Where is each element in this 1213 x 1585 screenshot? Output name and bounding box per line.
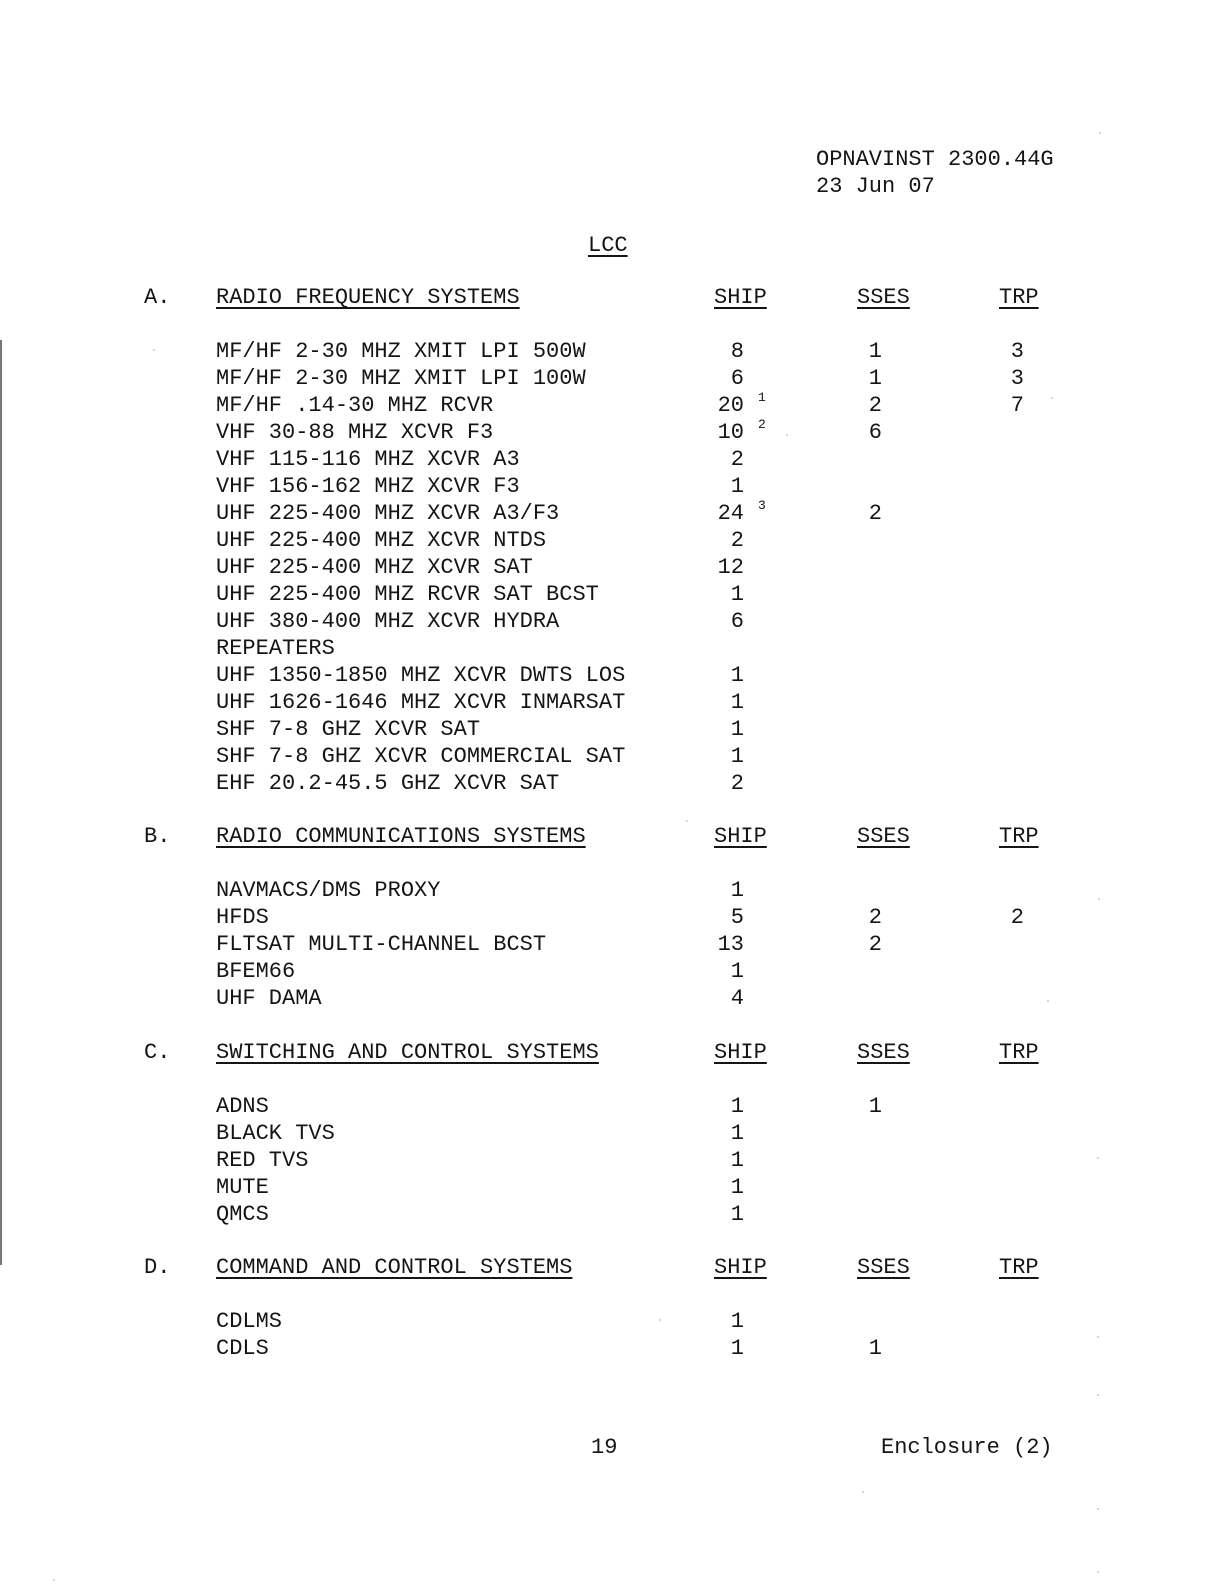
column-header-sses: SSES — [857, 824, 910, 849]
system-label: HFDS — [216, 905, 269, 930]
system-label: MUTE — [216, 1175, 269, 1200]
system-label: VHF 156-162 MHZ XCVR F3 — [216, 474, 520, 499]
column-header-trp: TRP — [999, 1040, 1039, 1065]
footnote-marker: 1 — [758, 390, 766, 405]
sses-count: 2 — [868, 932, 882, 957]
system-label: CDLS — [216, 1336, 269, 1361]
ship-count: 8 — [730, 339, 744, 364]
scan-speck — [659, 1319, 661, 1321]
ship-count: 1 — [730, 1336, 744, 1361]
scan-speck — [686, 820, 688, 822]
column-header-sses: SSES — [857, 1255, 910, 1280]
section-letter: A. — [144, 285, 171, 310]
system-label: CDLMS — [216, 1309, 283, 1334]
column-header-trp: TRP — [999, 285, 1039, 310]
scan-speck — [1097, 1394, 1099, 1396]
sses-count: 6 — [868, 420, 882, 445]
document-id: OPNAVINST 2300.44G — [816, 147, 1054, 172]
scan-speck — [1097, 1508, 1099, 1510]
system-label: UHF 1350-1850 MHZ XCVR DWTS LOS — [216, 663, 626, 688]
ship-count: 12 — [717, 555, 744, 580]
ship-count: 1 — [730, 878, 744, 903]
ship-count: 1 — [730, 717, 744, 742]
trp-count: 3 — [1010, 339, 1024, 364]
system-label: SHF 7-8 GHZ XCVR COMMERCIAL SAT — [216, 744, 626, 769]
scan-edge-line — [0, 340, 2, 1265]
ship-count: 1 — [730, 1202, 744, 1227]
ship-count: 10 — [717, 420, 744, 445]
ship-count: 1 — [730, 474, 744, 499]
system-label: UHF 225-400 MHZ XCVR A3/F3 — [216, 501, 560, 526]
ship-count: 1 — [730, 744, 744, 769]
sses-count: 2 — [868, 393, 882, 418]
column-header-trp: TRP — [999, 1255, 1039, 1280]
scan-speck — [1051, 397, 1053, 399]
section-letter: C. — [144, 1040, 171, 1065]
column-header-sses: SSES — [857, 285, 910, 310]
ship-count: 5 — [730, 905, 744, 930]
section-heading: RADIO COMMUNICATIONS SYSTEMS — [216, 824, 586, 849]
ship-count: 6 — [730, 366, 744, 391]
system-label: FLTSAT MULTI-CHANNEL BCST — [216, 932, 547, 957]
sses-count: 1 — [868, 339, 882, 364]
sses-count: 2 — [868, 501, 882, 526]
scan-speck — [53, 1579, 55, 1581]
enclosure-label: Enclosure (2) — [881, 1435, 1053, 1460]
footnote-marker: 2 — [758, 417, 766, 432]
sses-count: 1 — [868, 366, 882, 391]
ship-count: 1 — [730, 690, 744, 715]
ship-count: 1 — [730, 663, 744, 688]
scan-speck — [1097, 1571, 1099, 1573]
trp-count: 3 — [1010, 366, 1024, 391]
sses-count: 1 — [868, 1094, 882, 1119]
scan-speck — [1097, 1336, 1099, 1338]
ship-count: 1 — [730, 1094, 744, 1119]
scan-speck — [862, 1491, 864, 1493]
system-label: UHF DAMA — [216, 986, 322, 1011]
ship-count: 2 — [730, 447, 744, 472]
system-label: EHF 20.2-45.5 GHZ XCVR SAT — [216, 771, 560, 796]
system-label: MF/HF 2-30 MHZ XMIT LPI 100W — [216, 366, 586, 391]
column-header-ship: SHIP — [714, 1255, 767, 1280]
column-header-sses: SSES — [857, 1040, 910, 1065]
ship-count: 13 — [717, 932, 744, 957]
document-date: 23 Jun 07 — [816, 174, 935, 199]
scan-speck — [153, 349, 155, 351]
system-label: RED TVS — [216, 1148, 309, 1173]
column-header-ship: SHIP — [714, 285, 767, 310]
system-label: UHF 1626-1646 MHZ XCVR INMARSAT — [216, 690, 626, 715]
system-label: REPEATERS — [216, 636, 335, 661]
section-heading: COMMAND AND CONTROL SYSTEMS — [216, 1255, 573, 1280]
ship-count: 1 — [730, 959, 744, 984]
ship-count: 1 — [730, 1175, 744, 1200]
system-label: MF/HF .14-30 MHZ RCVR — [216, 393, 494, 418]
scan-speck — [1098, 898, 1100, 900]
system-label: UHF 225-400 MHZ XCVR SAT — [216, 555, 533, 580]
column-header-ship: SHIP — [714, 824, 767, 849]
ship-count: 4 — [730, 986, 744, 1011]
ship-count: 24 — [717, 501, 744, 526]
trp-count: 2 — [1010, 905, 1024, 930]
system-label: ADNS — [216, 1094, 269, 1119]
section-letter: D. — [144, 1255, 171, 1280]
sses-count: 1 — [868, 1336, 882, 1361]
page-title: LCC — [588, 233, 628, 258]
ship-count: 1 — [730, 582, 744, 607]
system-label: NAVMACS/DMS PROXY — [216, 878, 441, 903]
column-header-ship: SHIP — [714, 1040, 767, 1065]
scan-speck — [786, 434, 788, 436]
ship-count: 6 — [730, 609, 744, 634]
ship-count: 20 — [717, 393, 744, 418]
system-label: BLACK TVS — [216, 1121, 335, 1146]
system-label: UHF 225-400 MHZ RCVR SAT BCST — [216, 582, 599, 607]
section-heading: RADIO FREQUENCY SYSTEMS — [216, 285, 520, 310]
ship-count: 1 — [730, 1121, 744, 1146]
ship-count: 1 — [730, 1309, 744, 1334]
system-label: UHF 380-400 MHZ XCVR HYDRA — [216, 609, 560, 634]
system-label: SHF 7-8 GHZ XCVR SAT — [216, 717, 481, 742]
system-label: VHF 115-116 MHZ XCVR A3 — [216, 447, 520, 472]
scan-speck — [1047, 1000, 1049, 1002]
trp-count: 7 — [1010, 393, 1024, 418]
system-label: VHF 30-88 MHZ XCVR F3 — [216, 420, 494, 445]
sses-count: 2 — [868, 905, 882, 930]
ship-count: 2 — [730, 528, 744, 553]
footnote-marker: 3 — [758, 498, 766, 513]
ship-count: 1 — [730, 1148, 744, 1173]
page-number: 19 — [591, 1435, 618, 1460]
system-label: QMCS — [216, 1202, 269, 1227]
ship-count: 2 — [730, 771, 744, 796]
system-label: BFEM66 — [216, 959, 296, 984]
scan-speck — [1099, 132, 1101, 134]
column-header-trp: TRP — [999, 824, 1039, 849]
section-letter: B. — [144, 824, 171, 849]
scan-speck — [1097, 1157, 1099, 1159]
system-label: MF/HF 2-30 MHZ XMIT LPI 500W — [216, 339, 586, 364]
system-label: UHF 225-400 MHZ XCVR NTDS — [216, 528, 547, 553]
section-heading: SWITCHING AND CONTROL SYSTEMS — [216, 1040, 599, 1065]
